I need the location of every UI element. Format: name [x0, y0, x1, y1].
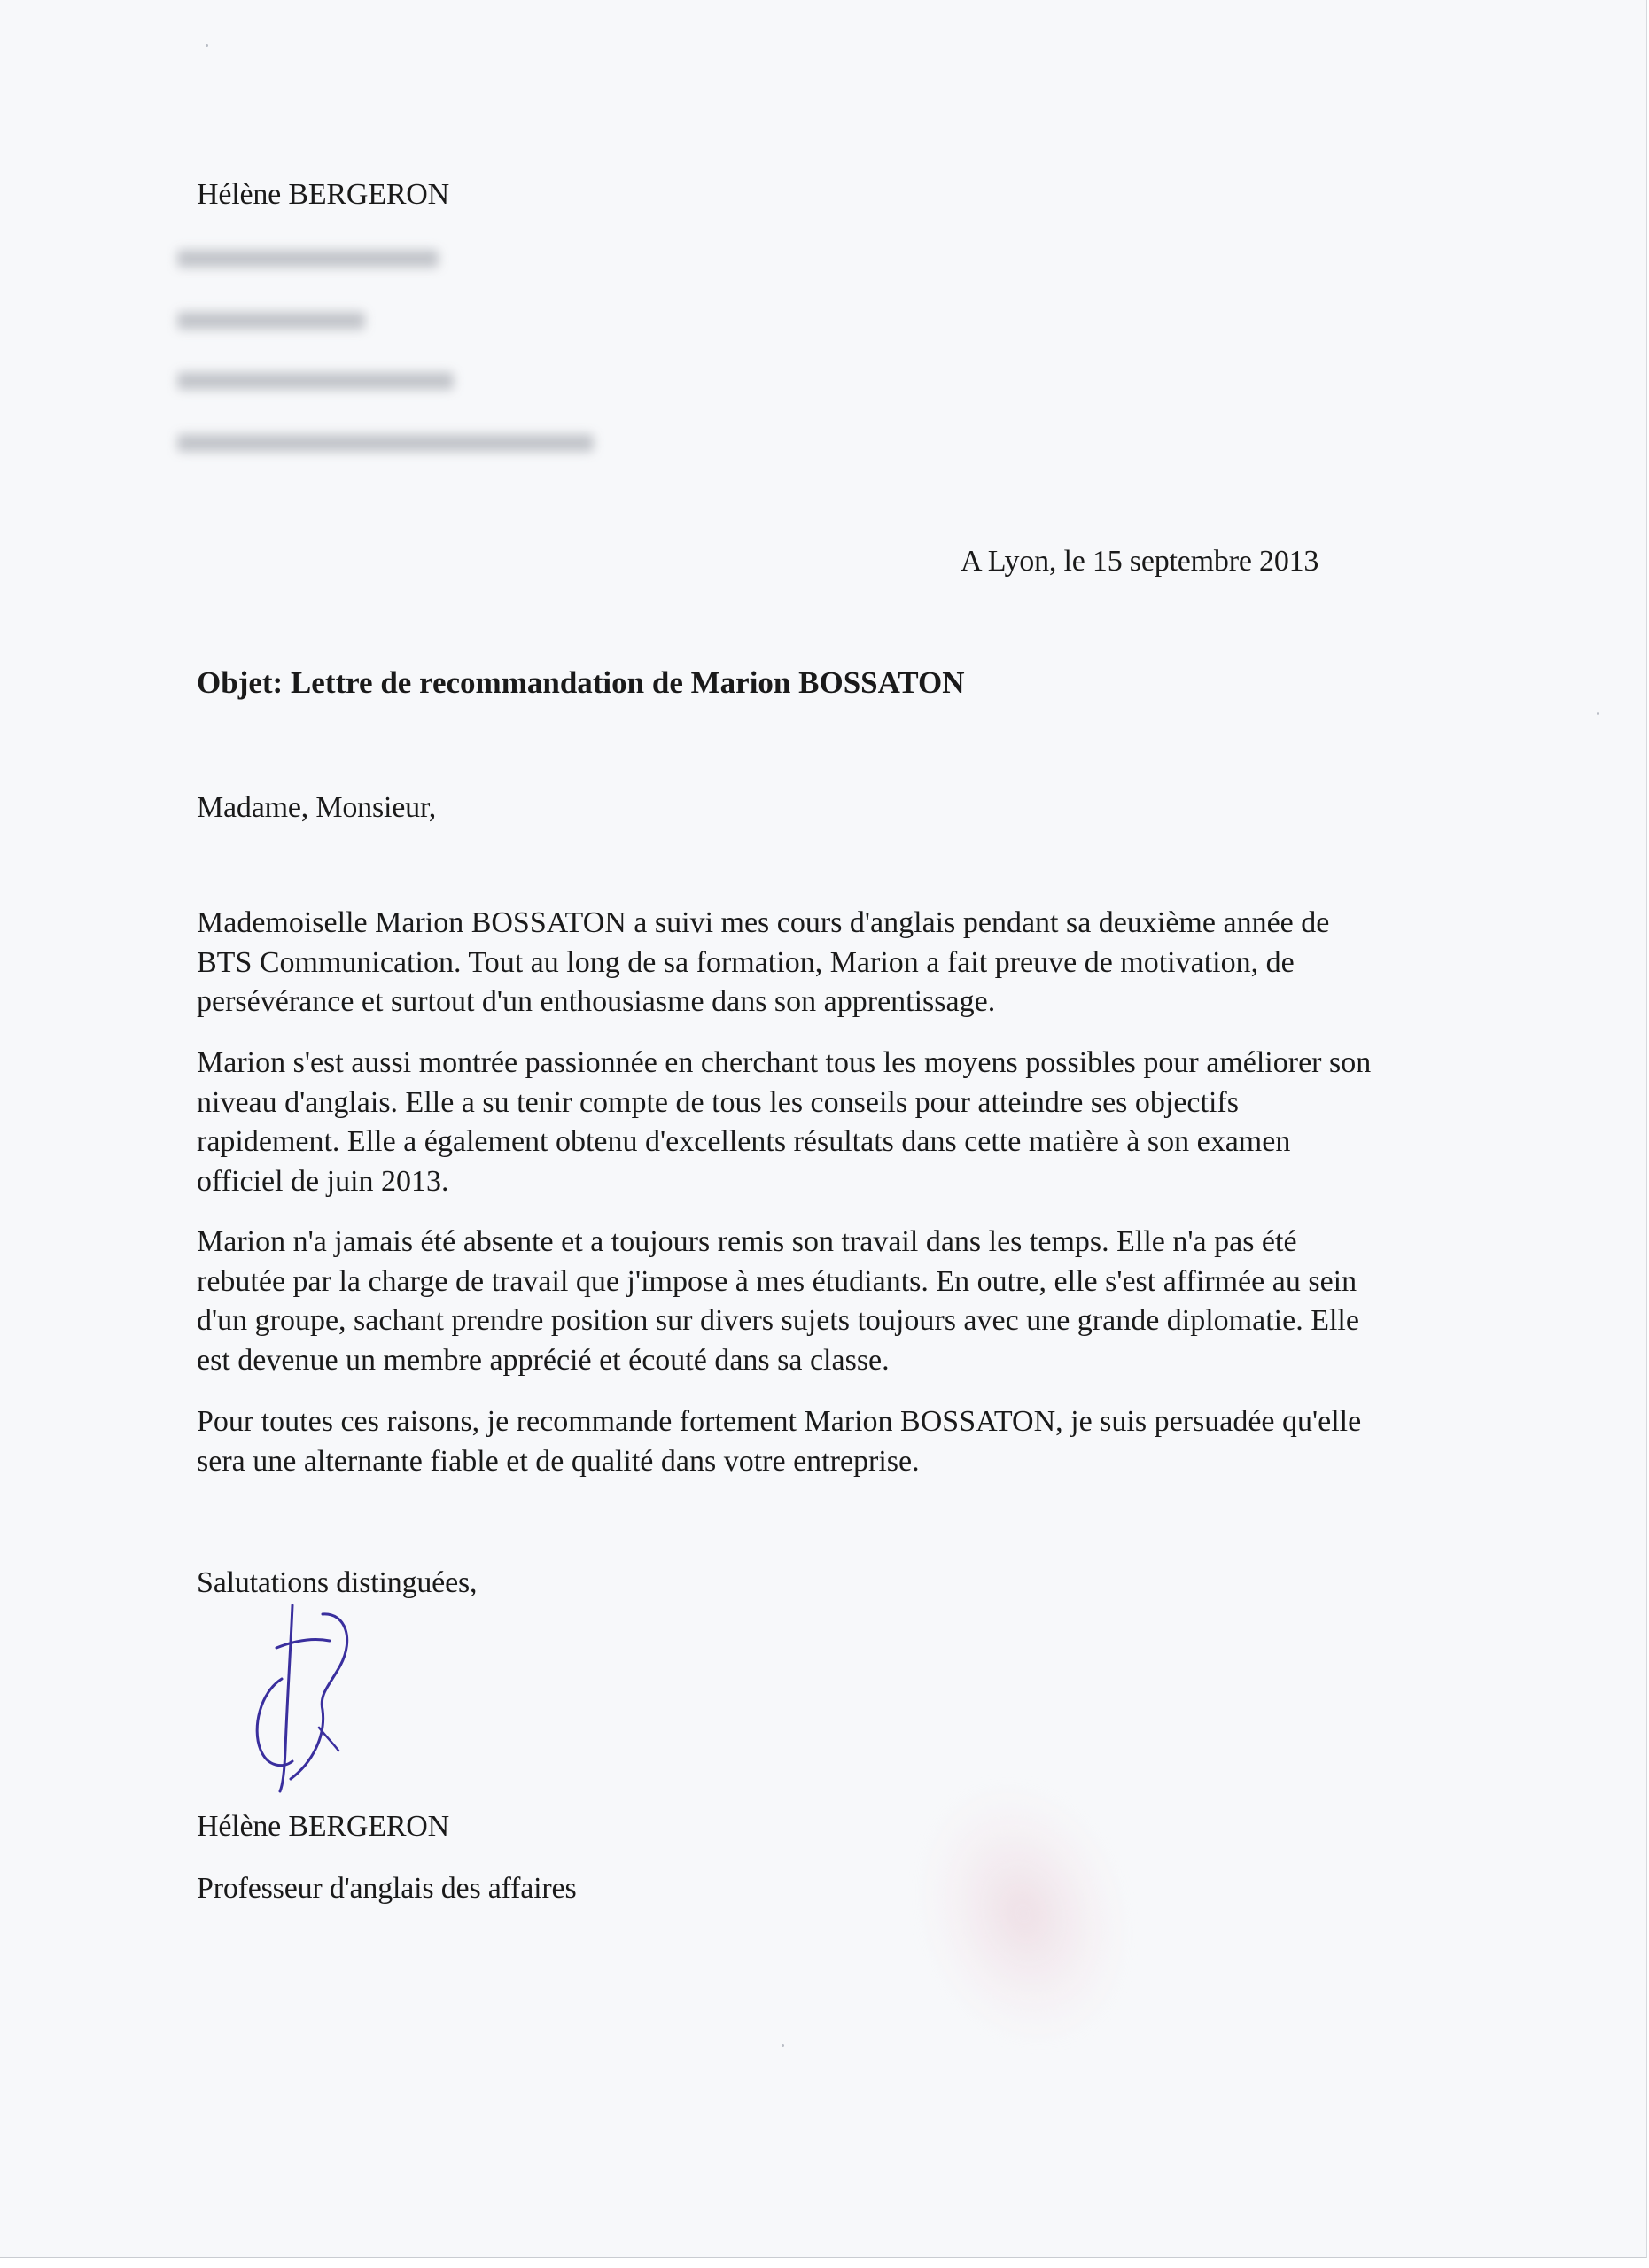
paper-speck — [782, 2044, 784, 2047]
paragraph-line: Marion s'est aussi montrée passionnée en cherchant tous les moyens possibles pour améliorer son — [197, 1046, 1372, 1079]
signer-title: Professeur d'anglais des affaires — [197, 1872, 577, 1905]
paragraph-line: sera une alternante fiable et de qualité dans votre entreprise. — [197, 1444, 920, 1478]
redacted-address-line — [177, 434, 594, 452]
date-line: A Lyon, le 15 septembre 2013 — [961, 545, 1319, 578]
closing-salutation: Salutations distinguées, — [197, 1566, 478, 1599]
paragraph-line: BTS Communication. Tout au long de sa formation, Marion a fait preuve de motivation, de — [197, 945, 1295, 979]
paragraph-line: rebutée par la charge de travail que j'impose à mes étudiants. En outre, elle s'est affirmée au sein — [197, 1264, 1357, 1298]
sender-name: Hélène BERGERON — [197, 178, 450, 211]
paragraph-line: rapidement. Elle a également obtenu d'excellents résultats dans cette matière à son examen — [197, 1125, 1291, 1158]
paragraph-line: d'un groupe, sachant prendre position sur divers sujets toujours avec une grande diplomatie. Elle — [197, 1304, 1359, 1337]
redacted-address-line — [177, 312, 365, 330]
paragraph-line: Marion n'a jamais été absente et a toujours remis son travail dans les temps. Elle n'a pas été — [197, 1225, 1297, 1258]
paragraph-line: niveau d'anglais. Elle a su tenir compte de tous les conseils pour atteindre ses objectifs — [197, 1085, 1239, 1119]
paragraph-line: persévérance et surtout d'un enthousiasme dans son apprentissage. — [197, 985, 996, 1018]
paper-speck — [1597, 712, 1599, 715]
paragraph-line: officiel de juin 2013. — [197, 1164, 449, 1198]
paragraph-line: est devenue un membre apprécié et écouté dans sa classe. — [197, 1343, 890, 1377]
body-paragraph — [197, 1223, 1446, 1380]
handwritten-signature — [241, 1595, 374, 1798]
opening-salutation: Madame, Monsieur, — [197, 791, 437, 824]
signer-name: Hélène BERGERON — [197, 1810, 450, 1843]
body-paragraph — [197, 904, 1446, 1022]
body-paragraph — [197, 1402, 1446, 1481]
redacted-address-line — [177, 372, 454, 390]
paragraph-line: Mademoiselle Marion BOSSATON a suivi mes cours d'anglais pendant sa deuxième année de — [197, 906, 1330, 939]
paper-stain — [885, 1756, 1161, 2071]
subject-line: Objet: Lettre de recommandation de Marion BOSSATON — [197, 665, 965, 700]
redacted-address-line — [177, 250, 439, 268]
paper-speck — [206, 44, 208, 47]
paragraph-line: Pour toutes ces raisons, je recommande fortement Marion BOSSATON, je suis persuadée qu'elle — [197, 1405, 1362, 1438]
body-paragraph — [197, 1044, 1446, 1201]
